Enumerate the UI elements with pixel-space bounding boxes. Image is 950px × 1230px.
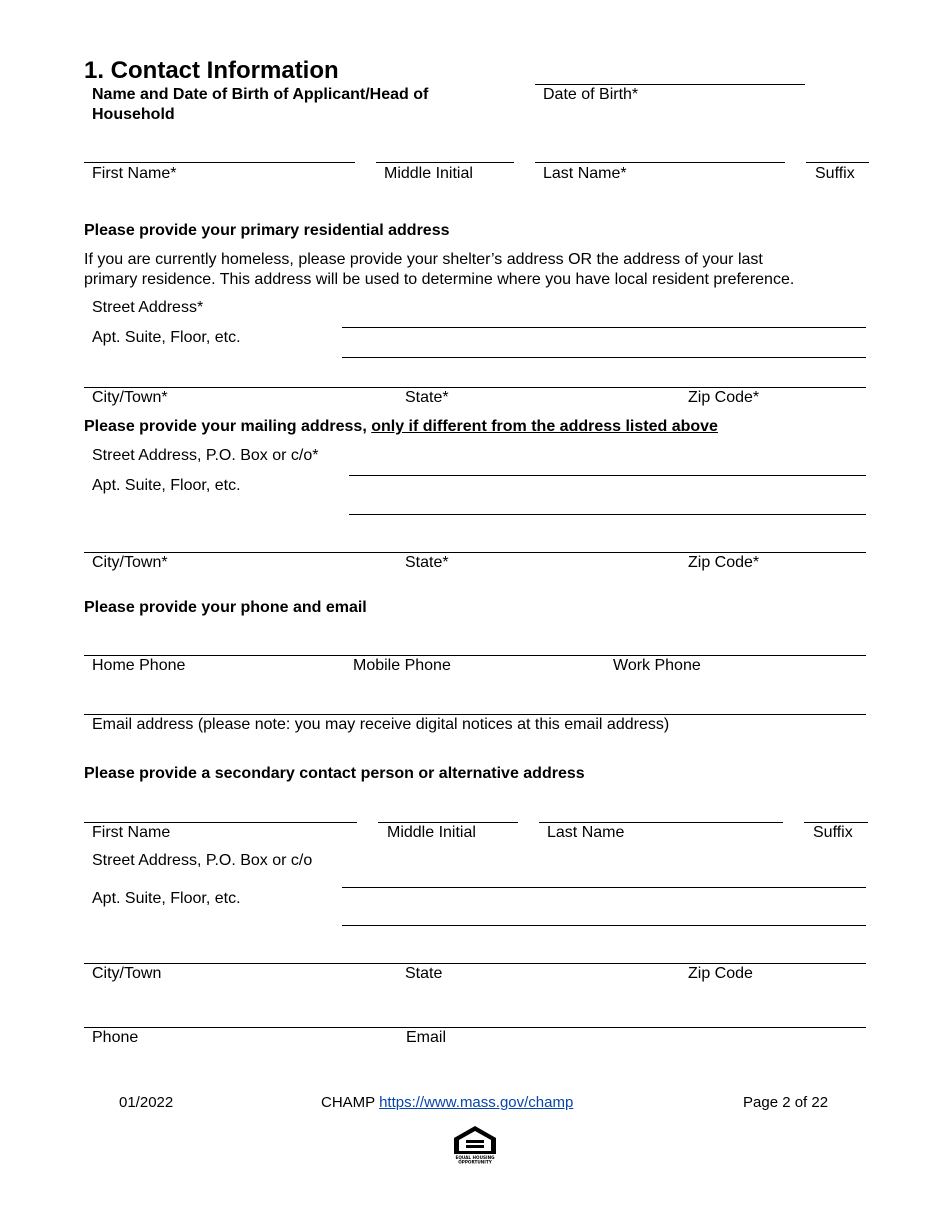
work-phone-label: Work Phone (613, 657, 701, 674)
residential-state-label: State* (405, 389, 449, 406)
secondary-phone-email-line[interactable] (84, 1027, 866, 1028)
secondary-city-state-zip-line[interactable] (84, 963, 866, 964)
secondary-phone-label: Phone (92, 1029, 139, 1046)
mailing-street-field-line[interactable] (349, 475, 866, 476)
phone-fields-line[interactable] (84, 655, 866, 656)
footer-center (321, 1094, 573, 1112)
mailing-apt-field-line[interactable] (349, 514, 866, 515)
residential-street-field-line[interactable] (342, 327, 866, 328)
mailing-state-label: State* (405, 554, 449, 571)
residential-apt-label: Apt. Suite, Floor, etc. (92, 329, 241, 346)
equal-housing-logo (451, 1124, 499, 1164)
mailing-street-label: Street Address, P.O. Box or c/o* (92, 447, 319, 464)
residential-apt-field-line[interactable] (342, 357, 866, 358)
secondary-heading: Please provide a secondary contact person or alternative address (84, 765, 585, 782)
secondary-state-label: State (405, 965, 443, 982)
footer-champ-label: CHAMP (321, 1094, 375, 1111)
middle-initial-field-line[interactable] (376, 162, 514, 163)
residential-zip-label: Zip Code* (688, 389, 760, 406)
secondary-suffix-label: Suffix (813, 824, 853, 841)
residential-city-label: City/Town* (92, 389, 168, 406)
mailing-city-state-zip-line[interactable] (84, 552, 866, 553)
mailing-heading-prefix: Please provide your mailing address, (84, 418, 372, 435)
champ-link[interactable]: https://www.mass.gov/champ (379, 1094, 574, 1111)
residential-city-state-zip-line[interactable] (84, 387, 866, 388)
email-note-label: Email address (please note: you may receive digital notices at this email address) (92, 716, 670, 733)
mailing-heading (84, 418, 718, 436)
residential-instructions-line1: If you are currently homeless, please provide your shelter’s address OR the address of your last (84, 251, 763, 268)
logo-caption-2: OPPORTUNITY (458, 1159, 492, 1164)
residential-instructions-line2: primary residence. This address will be used to determine where you have local resident preference. (84, 271, 795, 288)
mailing-apt-label: Apt. Suite, Floor, etc. (92, 477, 241, 494)
secondary-apt-field-line[interactable] (342, 925, 866, 926)
mailing-zip-label: Zip Code* (688, 554, 760, 571)
mobile-phone-label: Mobile Phone (353, 657, 451, 674)
secondary-last-name-label: Last Name (547, 824, 625, 841)
footer-date: 01/2022 (119, 1094, 174, 1111)
secondary-zip-label: Zip Code (688, 965, 753, 982)
first-name-field-line[interactable] (84, 162, 355, 163)
secondary-first-name-label: First Name (92, 824, 171, 841)
secondary-apt-label: Apt. Suite, Floor, etc. (92, 890, 241, 907)
logo-caption-1: EQUAL HOUSING (455, 1155, 495, 1160)
secondary-first-name-field-line[interactable] (84, 822, 357, 823)
suffix-field-line[interactable] (806, 162, 869, 163)
suffix-label: Suffix (815, 165, 855, 182)
footer-page-number: Page 2 of 22 (743, 1094, 829, 1111)
mailing-heading-underlined: only if different from the address listed above (371, 418, 718, 435)
email-field-line[interactable] (84, 714, 866, 715)
secondary-suffix-field-line[interactable] (804, 822, 868, 823)
equal-housing-icon (451, 1124, 499, 1164)
applicant-heading-line2: Household (92, 106, 175, 123)
secondary-middle-initial-field-line[interactable] (378, 822, 518, 823)
residential-heading: Please provide your primary residential address (84, 222, 450, 239)
home-phone-label: Home Phone (92, 657, 186, 674)
middle-initial-label: Middle Initial (384, 165, 473, 182)
secondary-street-field-line[interactable] (342, 887, 866, 888)
last-name-field-line[interactable] (535, 162, 785, 163)
dob-field-line[interactable] (535, 84, 805, 85)
secondary-city-label: City/Town (92, 965, 162, 982)
mailing-city-label: City/Town* (92, 554, 168, 571)
last-name-label: Last Name* (543, 165, 627, 182)
applicant-heading-line1: Name and Date of Birth of Applicant/Head of (92, 86, 429, 103)
secondary-last-name-field-line[interactable] (539, 822, 783, 823)
secondary-street-label: Street Address, P.O. Box or c/o (92, 852, 313, 869)
secondary-email-label: Email (406, 1029, 447, 1046)
page-title: 1. Contact Information (84, 57, 339, 84)
residential-street-label: Street Address* (92, 299, 204, 316)
secondary-middle-initial-label: Middle Initial (387, 824, 476, 841)
dob-label: Date of Birth* (543, 86, 639, 103)
phone-email-heading: Please provide your phone and email (84, 599, 367, 616)
first-name-label: First Name* (92, 165, 177, 182)
